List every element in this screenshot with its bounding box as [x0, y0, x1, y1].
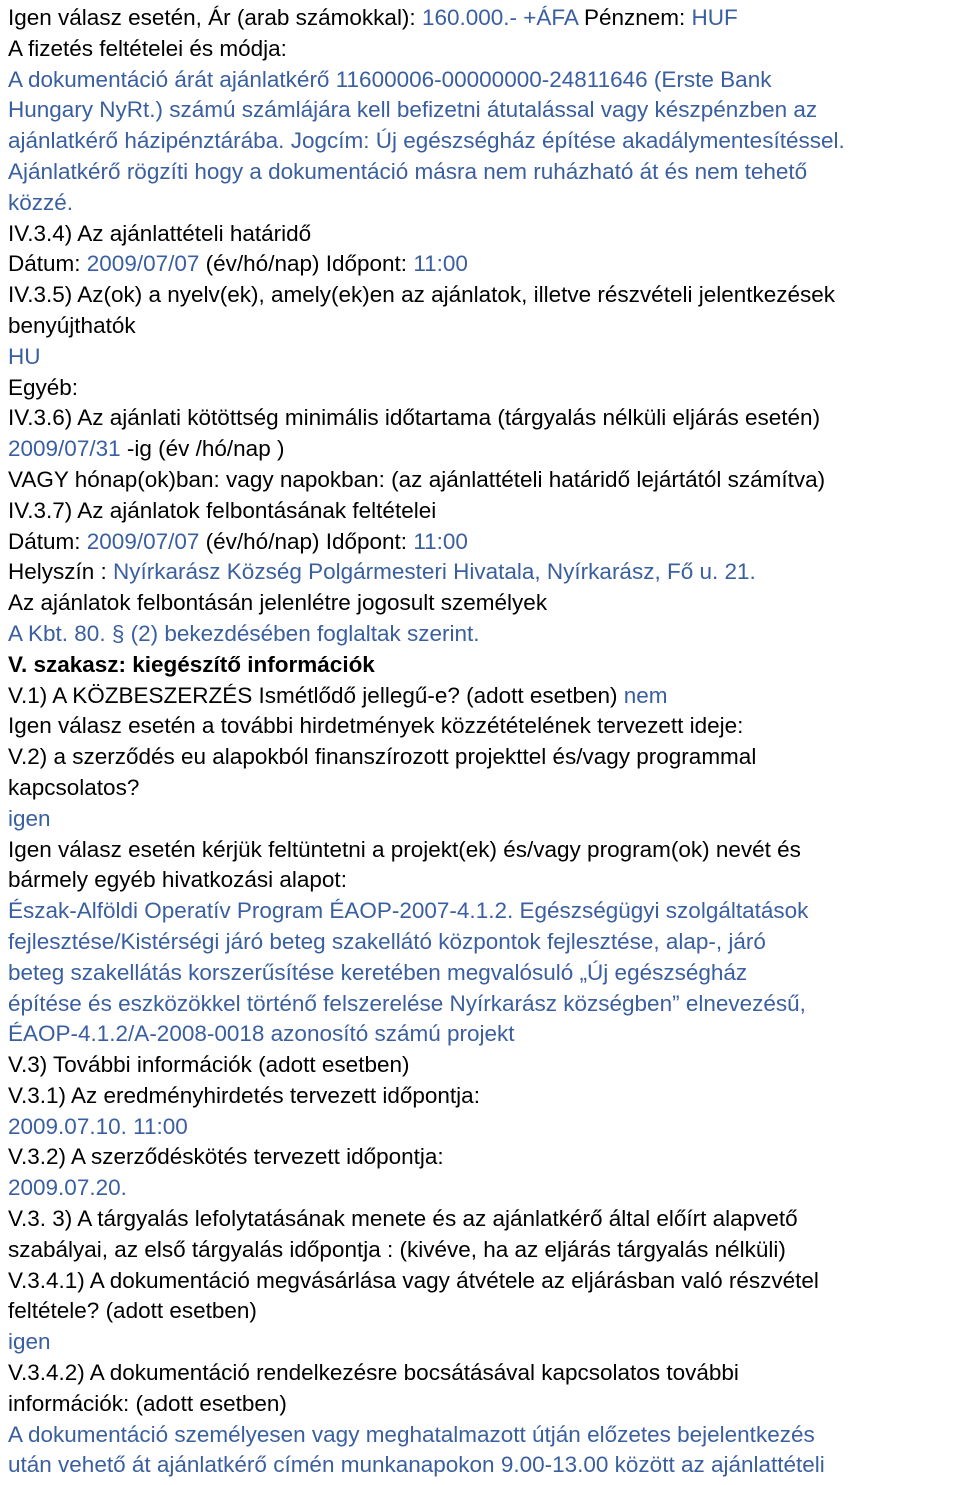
- field-value: HUF: [691, 5, 738, 30]
- field-value: után vehető át ajánlatkérő címén munkanapokon 9.00-13.00 között az ajánlattételi: [8, 1452, 825, 1478]
- field-label: Igen válasz esetén a további hirdetmények közzétételének tervezett ideje:: [8, 713, 744, 739]
- field-value: ajánlatkérő házipénztárába. Jogcím: Új egészségház építése akadálymentesítéssel.: [8, 128, 845, 154]
- text-line: [8, 1081, 948, 1112]
- text-line: [8, 650, 948, 681]
- field-value: 11:00: [413, 251, 468, 277]
- text-line: [8, 280, 948, 311]
- field-value: 2009.07.10. 11:00: [8, 1113, 188, 1139]
- text-line: [8, 1204, 948, 1235]
- text-line: [8, 157, 948, 188]
- field-label: (év/hó/nap) Időpont:: [199, 528, 414, 554]
- field-value: 2009.07.20.: [8, 1175, 127, 1201]
- field-label: kapcsolatos?: [8, 774, 140, 800]
- text-line: [8, 557, 948, 588]
- text-line: [8, 927, 948, 958]
- text-line: [8, 1358, 948, 1389]
- text-line: [8, 1235, 948, 1266]
- text-line: [8, 804, 948, 835]
- field-value: 2009/07/31: [8, 436, 121, 462]
- text-line: [8, 1050, 948, 1081]
- field-value: A Kbt. 80. § (2) bekezdésében foglaltak szerint.: [8, 620, 480, 646]
- field-value: Nyírkarász Község Polgármesteri Hivatala, Nyírkarász, Fő u. 21.: [113, 559, 756, 585]
- text-line: [8, 403, 948, 434]
- field-label: V.2) a szerződés eu alapokból finanszírozott projekttel és/vagy programmal: [8, 744, 757, 770]
- text-line: [8, 527, 948, 558]
- field-value: fejlesztése/Kistérségi járó beteg szakellátó központok fejlesztése, alap-, járó: [8, 928, 766, 954]
- field-label: -ig (év /hó/nap ): [120, 436, 285, 462]
- field-label: A fizetés feltételei és módja:: [8, 35, 287, 61]
- field-label: Az ajánlatok felbontásán jelenlétre jogosult személyek: [8, 590, 548, 616]
- field-value: A dokumentáció árát ajánlatkérő 11600006-00000000-24811646 (Erste Bank: [8, 66, 772, 92]
- text-line: [8, 588, 948, 619]
- field-label: V.3. 3) A tárgyalás lefolytatásának menete és az ajánlatkérő által előírt alapvető: [8, 1206, 798, 1232]
- text-line: [8, 311, 948, 342]
- field-label: V.3.1) Az eredményhirdetés tervezett időpontja:: [8, 1082, 480, 1108]
- text-line: [8, 865, 948, 896]
- text-line: [8, 219, 948, 250]
- text-line: [8, 619, 948, 650]
- field-label: IV.3.5) Az(ok) a nyelv(ek), amely(ek)en az ajánlatok, illetve részvételi jelentkezések: [8, 282, 836, 308]
- text-line: [8, 496, 948, 527]
- text-line: [8, 1296, 948, 1327]
- field-label: V.3.4.2) A dokumentáció rendelkezésre bocsátásával kapcsolatos további: [8, 1360, 739, 1386]
- field-label: Igen válasz esetén, Ár (arab számokkal):: [8, 5, 422, 30]
- field-label: IV.3.6) Az ajánlati kötöttség minimális időtartama (tárgyalás nélküli eljárás esetén): [8, 405, 821, 431]
- text-line: [8, 896, 948, 927]
- text-line: [8, 1019, 948, 1050]
- field-label: bármely egyéb hivatkozási alapot:: [8, 867, 347, 893]
- text-line: [8, 1112, 948, 1143]
- text-line: [8, 1450, 948, 1481]
- field-value: 160.000.- +ÁFA: [421, 5, 578, 30]
- field-label: V.3.2) A szerződéskötés tervezett időpontja:: [8, 1144, 444, 1170]
- field-label: IV.3.4) Az ajánlattételi határidő: [8, 220, 312, 246]
- field-label: Egyéb:: [8, 374, 79, 400]
- field-label: Igen válasz esetén kérjük feltüntetni a projekt(ek) és/vagy program(ok) nevét és: [8, 836, 801, 862]
- text-line: [8, 989, 948, 1020]
- text-line: [8, 1266, 948, 1297]
- section-heading: V. szakasz: kiegészítő információk: [8, 651, 375, 677]
- field-label: IV.3.7) Az ajánlatok felbontásának feltételei: [8, 497, 437, 523]
- text-line: [8, 465, 948, 496]
- field-label: V.1) A KÖZBESZERZÉS Ismétlődő jellegű-e? (adott esetben): [8, 682, 624, 708]
- field-label: V.3.4.1) A dokumentáció megvásárlása vagy átvétele az eljárásban való részvétel: [8, 1267, 819, 1293]
- text-line: [8, 1389, 948, 1420]
- text-line: [8, 188, 948, 219]
- text-line: [8, 1142, 948, 1173]
- field-label: benyújthatók: [8, 312, 136, 338]
- text-line: [8, 681, 948, 712]
- field-value: ÉAOP-4.1.2/A-2008-0018 azonosító számú projekt: [8, 1021, 515, 1047]
- field-value: építése és eszközökkel történő felszerelése Nyírkarász községben” elnevezésű,: [8, 990, 806, 1016]
- field-value: A dokumentáció személyesen vagy meghatalmazott útján előzetes bejelentkezés: [8, 1421, 815, 1447]
- text-line: [8, 3, 948, 34]
- field-value: HU: [8, 343, 41, 369]
- text-line: [8, 835, 948, 866]
- document-body: [8, 3, 948, 1481]
- text-line: [8, 342, 948, 373]
- text-line: [8, 249, 948, 280]
- text-line: [8, 1173, 948, 1204]
- text-line: [8, 958, 948, 989]
- field-value: 2009/07/07: [86, 528, 200, 554]
- field-value: közzé.: [8, 189, 74, 215]
- field-value: nem: [623, 682, 668, 708]
- field-label: információk: (adott esetben): [8, 1390, 287, 1416]
- field-value: igen: [8, 1329, 51, 1355]
- text-line: [8, 711, 948, 742]
- field-label: (év/hó/nap) Időpont:: [199, 251, 414, 277]
- field-label: VAGY hónap(ok)ban: vagy napokban: (az ajánlattételi határidő lejártától számítva): [8, 466, 826, 492]
- text-line: [8, 34, 948, 65]
- field-value: igen: [8, 805, 51, 831]
- text-line: [8, 434, 948, 465]
- field-label: Pénznem:: [577, 5, 692, 30]
- field-value: Észak-Alföldi Operatív Program ÉAOP-2007-4.1.2. Egészségügyi szolgáltatások: [8, 898, 809, 924]
- text-line: [8, 742, 948, 773]
- field-label: szabályai, az első tárgyalás időpontja : (kivéve, ha az eljárás tárgyalás nélküli): [8, 1236, 786, 1262]
- text-line: [8, 95, 948, 126]
- text-line: [8, 773, 948, 804]
- field-value: Hungary NyRt.) számú számlájára kell befizetni átutalással vagy készpénzben az: [8, 97, 818, 123]
- field-value: Ajánlatkérő rögzíti hogy a dokumentáció másra nem ruházható át és nem tehető: [8, 158, 808, 184]
- text-line: [8, 1327, 948, 1358]
- text-line: [8, 126, 948, 157]
- text-line: [8, 65, 948, 96]
- field-value: 2009/07/07: [86, 251, 200, 277]
- field-label: Helyszín :: [8, 559, 114, 585]
- field-label: Dátum:: [8, 528, 87, 554]
- field-label: Dátum:: [8, 251, 87, 277]
- text-line: [8, 373, 948, 404]
- field-value: beteg szakellátás korszerűsítése keretében megvalósuló „Új egészségház: [8, 959, 748, 985]
- field-label: feltétele? (adott esetben): [8, 1298, 257, 1324]
- field-label: V.3) További információk (adott esetben): [8, 1052, 410, 1078]
- field-value: 11:00: [413, 528, 468, 554]
- text-line: [8, 1420, 948, 1451]
